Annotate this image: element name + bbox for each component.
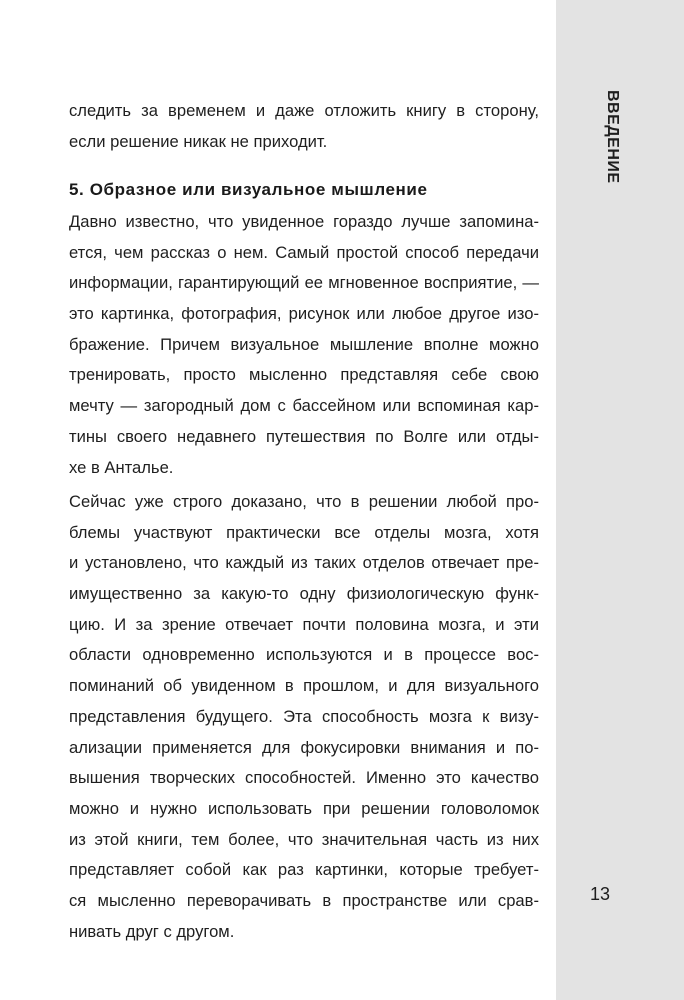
section-heading: 5. Образное или визуальное мышление <box>69 180 428 199</box>
text-line: представления будущего. Эта способность мозга к визу- <box>69 706 539 726</box>
chapter-label: ВВЕДЕНИЕ <box>604 90 621 184</box>
text-line: Сейчас уже строго доказано, что в решении любой про- <box>69 492 539 511</box>
text-line: информации, гарантирующий ее мгновенное восприятие, — <box>69 273 539 293</box>
text-line: тины своего недавнего путешествия по Волге или отды- <box>69 426 539 446</box>
text-line: области одновременно используются и в процессе вос- <box>69 645 539 665</box>
text-line: и установлено, что каждый из таких отделов отвечает пре- <box>69 553 539 573</box>
text-line: мечту — загородный дом с бассейном или вспоминая кар- <box>69 396 539 416</box>
paragraph-visual-thinking <box>69 207 539 483</box>
text-line: следить за временем и даже отложить книгу в сторону, <box>69 101 539 120</box>
text-line: цию. И за зрение отвечает почти половина мозга, и эти <box>69 614 539 634</box>
text-line: тренировать, просто мысленно представляя себе свою <box>69 365 539 385</box>
paragraph-brain-areas <box>69 487 539 947</box>
text-line: если решение никак не приходит. <box>69 131 328 151</box>
text-line: имущественно за какую-то одну физиологическую функ- <box>69 584 539 604</box>
page-number: 13 <box>590 884 611 904</box>
text-line: ализации применяется для фокусировки внимания и по- <box>69 737 539 757</box>
text-line: это картинка, фотография, рисунок или любое другое изо- <box>69 304 539 324</box>
text-line: ся мысленно переворачивать в пространстве или срав- <box>69 890 539 910</box>
text-line: из этой книги, тем более, что значительная часть из них <box>69 829 539 849</box>
text-line: поминаний об увиденном в прошлом, и для визуального <box>69 676 539 696</box>
text-line: можно и нужно использовать при решении головоломок <box>69 798 539 818</box>
text-line: блемы участвуют практически все отделы мозга, хотя <box>69 522 539 542</box>
text-line: представляет собой как раз картинки, которые требует- <box>69 860 539 880</box>
text-line: бражение. Причем визуальное мышление вполне можно <box>69 334 539 354</box>
text-line: вышения творческих способностей. Именно это качество <box>69 768 539 788</box>
intro-paragraph <box>69 96 539 157</box>
text-line: ется, чем рассказ о нем. Самый простой способ передачи <box>69 242 539 262</box>
text-line: нивать друг с другом. <box>69 921 235 941</box>
text-line: Давно известно, что увиденное гораздо лучше запомина- <box>69 212 539 231</box>
text-line: хе в Анталье. <box>69 457 174 477</box>
